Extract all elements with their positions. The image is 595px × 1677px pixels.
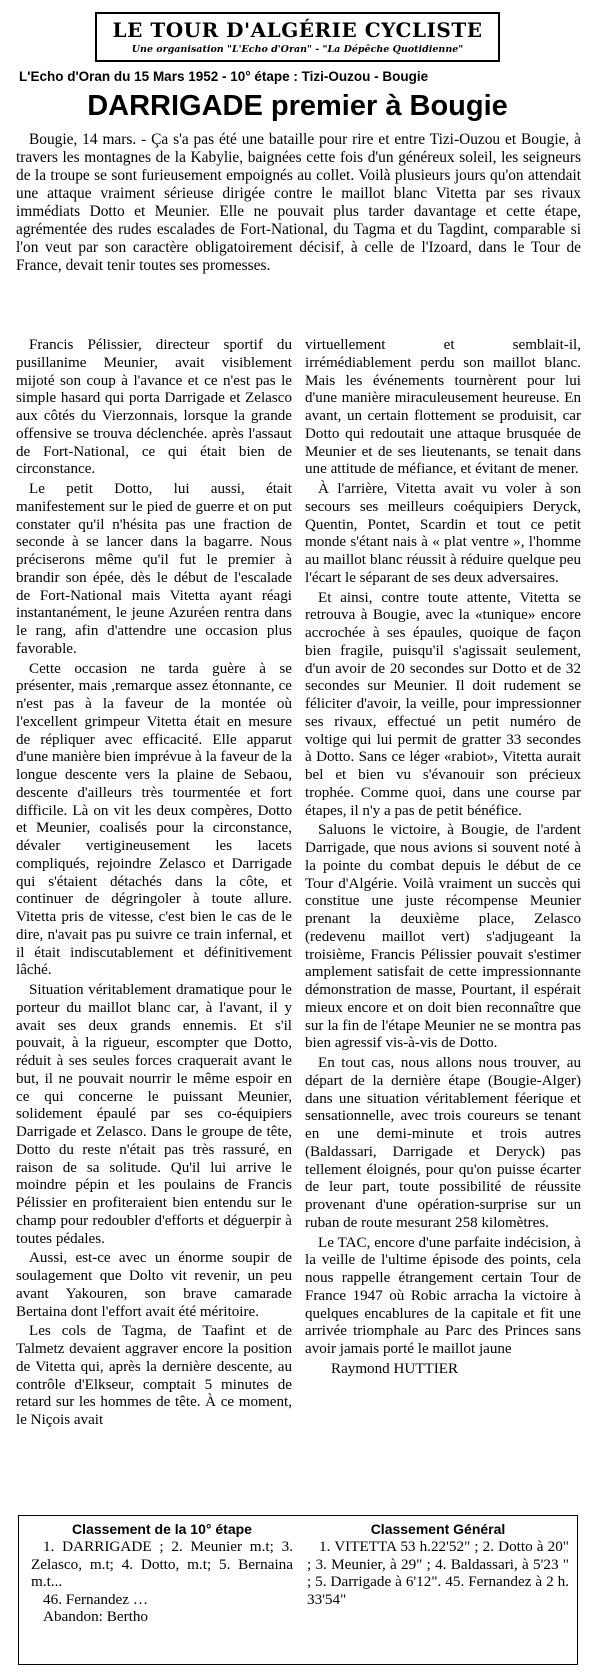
paragraph: Francis Pélissier, directeur sportif du pusillanime Meunier, avait visiblement mijoté son coup à l'avance et ce n'est pas le simple hasard qui porta Darrigade et Zelasco aux côtés du Vierzonnais, lorsque la grande offensive se trouva déclenchée. après l'assaut de Fort-National, ce qui était bien de circonstance. (16, 337, 292, 478)
paragraph: virtuellement et semblait-il, irrémédiablement perdu son maillot blanc. Mais les événements tournèrent pour lui d'une manière miraculeusement heureuse. En avant, un certain flottement se produisit, car Dotto qui redoutait une attaque brusquée de Meunier et de ses lieutenants, se tenait dans une attitude de méfiance, et évitant de mener. (305, 337, 581, 478)
article-column-right (305, 337, 581, 1381)
article-lead: Bougie, 14 mars. - Ça s'a pas été une bataille pour rire et entre Tizi-Ouzou et Bougie, à travers les montagnes de la Kabylie, baignées cette fois d'un généreux soleil, les seigneurs de la troupe se sont furieusement empoignés au collet. Voilà plusieurs jours qu'on attendait une attaque vraiment sérieuse dirigée contre le maillot blanc Vitetta par ses rivaux immédiats Dotto et Meunier. Elle ne pouvait plus tarder davantage et cette étape, agrémentée des rudes escalades de Fort-National, du Tagma et du Tagdint, comparable si l'on veut par son caractère obligatoirement décisif, à celle de l'Izoard, dans le Tour de France, devait tenir toutes ses promesses. (16, 131, 581, 274)
general-ranking (307, 1520, 569, 1608)
rankings-box (18, 1515, 578, 1665)
masthead-logo (95, 12, 500, 62)
stage-ranking-title: Classement de la 10° étape (72, 1521, 252, 1537)
general-ranking-title: Classement Général (370, 1521, 506, 1537)
paragraph: Le petit Dotto, lui aussi, était manifestement sur le pied de guerre et on put constater qu'il n'hésita pas une fraction de seconde à se lancer dans la bagarre. Nous préciserons même qu'il fut le premier à brandir son épée, dès le début de l'escalade de Fort-National mais Vitetta ayant réagi instantanément, le jeune Azuréen rentra dans le rang, afin d'attendre une occasion plus favorable. (16, 481, 292, 657)
general-ranking-text: 1. VITETTA 53 h.22'52" ; 2. Dotto à 20" ; 3. Meunier, à 29" ; 4. Baldassari, à 5'23 " ; 5. Darrigade à 6'12". 45. Fernandez à 2 h. 33'54" (307, 1538, 569, 1608)
paragraph: Saluons le victoire, à Bougie, de l'ardent Darrigade, que nous avions si souvent noté à la pointe du combat depuis le début de ce Tour d'Algérie. Voilà vraiment un succès qui constitue une juste récompense Meunier prenant la deuxième place, Zelasco (redevenu maillot vert) s'adjugeant la troisième, Francis Pélissier pouvait s'estimer amplement satisfait de cette impressionnante démonstration de masse, Pourtant, il espérait mieux encore et on doit bien reconnaître que sur la fin de l'étape Meunier ne se montra pas bien agressif vis-à-vis de Dotto. (305, 822, 581, 1052)
article-dateline: L'Echo d'Oran du 15 Mars 1952 - 10° étape : Tizi-Ouzou - Bougie (19, 69, 429, 84)
stage-ranking (31, 1520, 293, 1626)
article-column-left (16, 337, 292, 1432)
stage-ranking-text: 1. DARRIGADE ; 2. Meunier m.t; 3. Zelasco, m.t; 4. Dotto, m.t; 5. Bernaina m.t... (31, 1538, 293, 1591)
paragraph: Et ainsi, contre toute attente, Vitetta se retrouva à Bougie, avec la «tunique» encore accrochée à ses épaules, quoique de façon bien fragile, puisqu'il s'agissait seulement, d'un avoir de 20 secondes sur Dotto et de 32 secondes sur Meunier. Il doit rudement se féliciter d'avoir, la veille, pour impressionner ses rivaux, effectué un petit numéro de voltige qui lui permit de gratter 33 secondes à Dotto. Sans ce léger «rabiot», Vitetta aurait bel et bien vu s'évanouir son précieux trophée. Comme quoi, dans une course par étapes, il n'y a pas de petit bénéfice. (305, 589, 581, 819)
masthead-subtitle: Une organisation "L'Echo d'Oran" - "La Dépêche Quotidienne" (131, 44, 464, 55)
paragraph: Cette occasion ne tarda guère à se présenter, mais ,remarque assez étonnante, ce n'est pas à la faveur de la montée où l'excellent grimpeur Vitetta était en mesure de répliquer avec efficacité. Elle apparut d'une manière bien imprévue à la faveur de la longue descente vers la plaine de Sebaou, descente d'ailleurs très tourmentée et fort difficile. Là on vit les deux compères, Dotto et Meunier, coalisés pour la circonstance, dévaler vertigineusement les lacets compliqués, rejoindre Zelasco et Darrigade qui s'étaient détachés dans la côte, et continuer de dégringoler à toute allure. Vitetta pris de vitesse, c'est bien le cas de le dire, n'avait pas pu suivre ce train infernal, et il était indiscutablement et définitivement lâché. (16, 660, 292, 979)
paragraph: À l'arrière, Vitetta avait vu voler à son secours ses meilleurs coéquipiers Deryck, Quentin, Pontet, Scardin et tout ce petit monde s'étant nais à « plat ventre », l'homme au maillot blanc réussit à réduire quelque peu l'écart le séparant de ses deux adversaires. (305, 481, 581, 586)
paragraph: En tout cas, nous allons nous trouver, au départ de la dernière étape (Bougie-Alger) dans une situation véritablement féerique et sensationnelle, avec trois coureurs se tenant en une demi-minute et trois autres (Baldassari, Darrigade et Deryck) pas tellement éloignés, pour qu'on puisse écarter de leur part, toute possibilité de réussite provenant d'une opération-surprise sur un ruban de route mesurant 258 kilomètres. (305, 1055, 581, 1231)
article-headline: DARRIGADE premier à Bougie (87, 90, 508, 122)
stage-ranking-abandon: Abandon: Bertho (43, 1608, 149, 1626)
author-signature: Raymond HUTTIER (331, 1360, 459, 1377)
paragraph: Le TAC, encore d'une parfaite indécision, à la veille de l'ultime épisode des points, cela nous rappelle étrangement certain Tour de France 1947 où Robic arracha la victoire à quelques encablures de la capitale et fit une arrivée triomphale au Parc des Princes sans avoir jamais porté le maillot jaune (305, 1234, 581, 1357)
paragraph: Les cols de Tagma, de Taafint et de Talmetz devaient aggraver encore la position de Vitetta qui, après la dernière descente, au contrôle d'Elkseur, comptait 5 minutes de retard sur les hommes de tête. À ce moment, le Niçois avait (16, 1323, 292, 1428)
masthead-title: LE TOUR D'ALGÉRIE CYCLISTE (112, 18, 483, 42)
paragraph: Aussi, est-ce avec un énorme soupir de soulagement que Dolto vit revenir, un peu avant Yakouren, son brave camarade Bertaina dont l'effort avait été méritoire. (16, 1250, 292, 1320)
stage-ranking-line: 46. Fernandez … (43, 1590, 149, 1608)
paragraph: Situation véritablement dramatique pour le porteur du maillot blanc car, à l'avant, il y avait ses deux grands ennemis. Et s'il pouvait, à la rigueur, escompter que Dotto, réduit à ses seules forces craquerait avant le but, il ne pouvait nourrir le même espoir en ce qui concerne le puissant Meunier, solidement épaulé par ses co-équipiers Darrigade et Zelasco. Dans le groupe de tête, Dotto du reste n'était pas très rassuré, en raison de sa solitude. Qu'il lui arrive le moindre pépin et les poulains de Francis Pélissier en profiteraient bien entendu sur le champ pour redoubler d'efforts et déguerpir à toutes pédales. (16, 982, 292, 1247)
